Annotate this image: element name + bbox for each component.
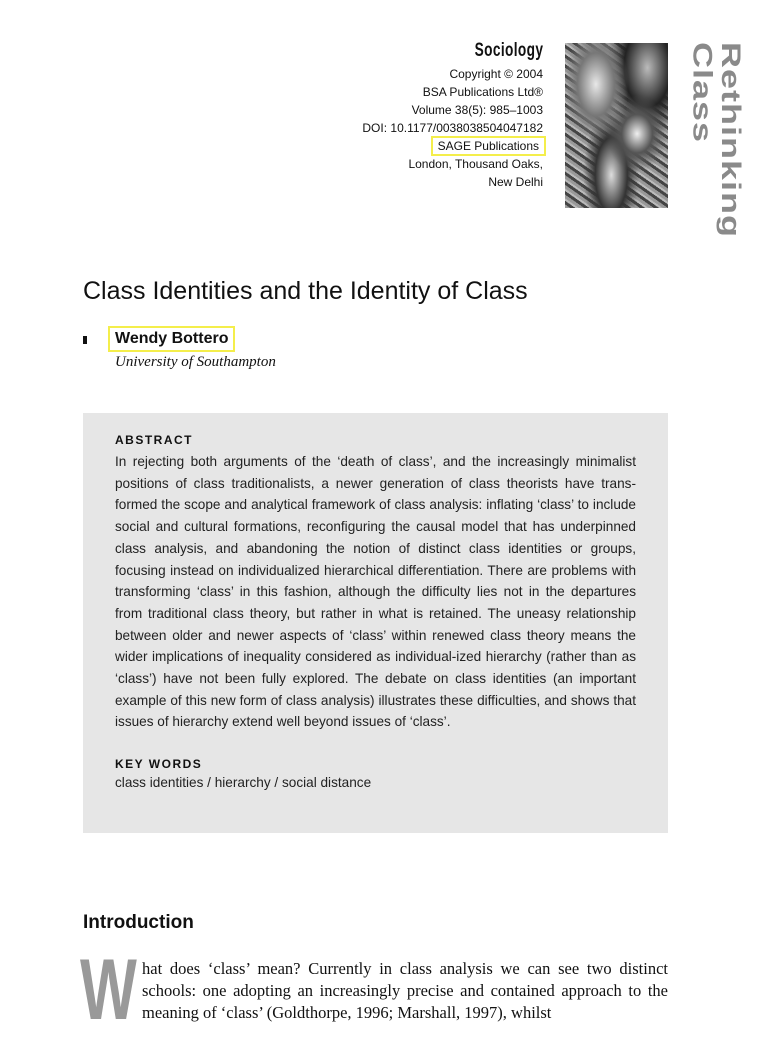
article-title: Class Identities and the Identity of Class (83, 277, 528, 305)
author-name[interactable]: Wendy Bottero (110, 328, 233, 350)
keywords-heading: KEY WORDS (115, 757, 203, 772)
side-title: Rethinking Class (687, 42, 747, 238)
abstract-heading: ABSTRACT (115, 433, 193, 447)
publisher: BSA Publications Ltd® (422, 85, 543, 99)
abstract-box (83, 413, 668, 833)
location-line-2: New Delhi (488, 175, 543, 189)
journal-info (362, 40, 543, 191)
imprint-link[interactable]: SAGE Publications (434, 139, 543, 153)
publication-info (362, 65, 543, 191)
location-line-1: London, Thousand Oaks, (408, 157, 543, 171)
copyright: Copyright © 2004 (449, 67, 543, 81)
author-affiliation: University of Southampton (115, 354, 276, 370)
drop-cap: W (80, 942, 137, 1038)
journal-name: Sociology (474, 40, 543, 61)
introduction-text: hat does ‘class’ mean? Currently in class analysis we can see two distinct schools: one adopting an increasingly precise and contained approach to the meaning of ‘class’ (Goldthorpe, 1996; Marshall, 1997), whilst (142, 959, 668, 1022)
author-marker (83, 336, 87, 344)
doi: DOI: 10.1177/0038038504047182 (362, 121, 543, 135)
journal-cover-image (565, 43, 668, 208)
volume: Volume 38(5): 985–1003 (411, 103, 543, 117)
abstract-text: In rejecting both arguments of the ‘death of class’, and the increasingly minimalist positions of class traditionalists, a newer generation of class theorists have trans-formed the scope and analytical framework of class analysis: inflating ‘class’ to include social and cultural formations, reconfiguring the causal model that has underpinned class analysis, and abandoning the notion of distinct class identities or groups, focusing instead on individualized hierarchical differentiation. There are problems with transforming ‘class’ in this fashion, although the difficulty lies not in the departures from traditional class theory, but rather in what is retained. The uneasy relationship between older and newer aspects of ‘class’ within renewed class theory means the wider implications of inequality considered as individual-ized hierarchy (rather than as ‘class’) have not been fully explored. The debate on class identities (an important example of this new form of class analysis) illustrates these difficulties, and shows that issues of hierarchy extend well beyond issues of ‘class’. (115, 454, 636, 730)
keywords: class identities / hierarchy / social distance (115, 775, 372, 791)
introduction-heading: Introduction (83, 912, 194, 933)
